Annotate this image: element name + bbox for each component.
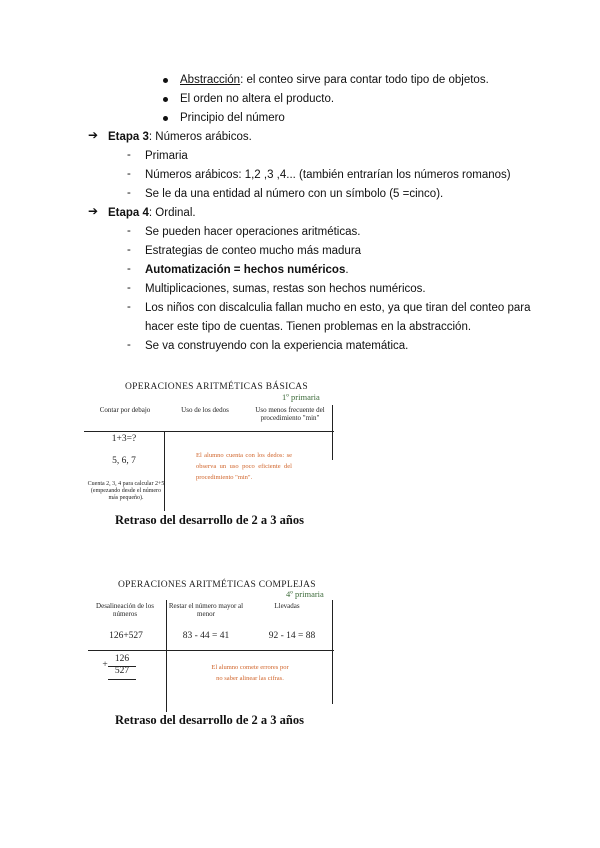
dash-icon: -	[127, 282, 131, 294]
table-header: Desalineación de los números	[96, 602, 154, 618]
etapa4-label: Etapa 4	[108, 207, 149, 219]
table-rule	[332, 405, 333, 460]
dash-icon: -	[127, 339, 131, 351]
table-header: Llevadas	[274, 602, 300, 610]
table-cell-orange: El alumno cuenta con los dedos: se observa un uso poco eficiente del procedimiento "min".	[196, 452, 292, 481]
etapa4-item: Multiplicaciones, sumas, restas son hechos numéricos.	[145, 283, 426, 295]
automatizacion-text: Automatización = hechos numéricos	[145, 264, 346, 276]
etapa4-item: Los niños con discalculia fallan mucho en esto, ya que tiran del conteo para	[145, 302, 531, 314]
figure-grade: 4º primaria	[286, 589, 324, 599]
etapa4-item-bold: Automatización = hechos numéricos.	[145, 264, 349, 276]
arrow-icon: ➔	[88, 128, 99, 142]
bullet-text: : el conteo sirve para contar todo tipo de objetos.	[240, 74, 489, 86]
etapa4-title: : Ordinal.	[148, 207, 196, 219]
etapa3-item: Se le da una entidad al número con un símbolo (5 =cinco).	[145, 188, 444, 200]
table-rule	[332, 600, 333, 704]
etapa3-item: Primaria	[145, 150, 188, 162]
table-rule	[166, 600, 167, 712]
etapa3-label: Etapa 3	[108, 131, 149, 143]
figure-caption: Retraso del desarrollo de 2 a 3 años	[115, 513, 304, 527]
etapa4-item: Estrategias de conteo mucho más madura	[145, 245, 362, 257]
etapa4-heading	[108, 206, 196, 220]
dash-icon: -	[127, 225, 131, 237]
dash-icon: -	[127, 149, 131, 161]
etapa3-title: : Números arábicos.	[148, 131, 252, 143]
minus-sign: +	[102, 660, 108, 670]
table-cell: 83 - 44 = 41	[182, 631, 230, 641]
table-rule	[84, 431, 334, 432]
table-cell: 92 - 14 = 88	[268, 631, 316, 641]
bullet-abstraccion	[180, 73, 489, 87]
dash-icon: -	[127, 168, 131, 180]
table-cell: 126	[114, 654, 130, 664]
term-abstraccion: Abstracción	[180, 74, 241, 86]
table-header: Restar el número mayor al menor	[168, 602, 244, 618]
table-header: Contar por debajo	[99, 406, 151, 414]
dash-icon: -	[127, 244, 131, 256]
arrow-icon: ➔	[88, 204, 99, 218]
bullet-text: El orden no altera el producto.	[180, 93, 335, 105]
dash-icon: -	[127, 187, 131, 199]
table-cell: 1+3=?	[111, 434, 137, 444]
etapa4-item: Se pueden hacer operaciones aritméticas.	[145, 226, 361, 238]
etapa3-item: Números arábicos: 1,2 ,3 ,4... (también entrarían los números romanos)	[145, 169, 511, 181]
bullet-principio	[180, 111, 285, 125]
figure-caption: Retraso del desarrollo de 2 a 3 años	[115, 713, 304, 727]
table-cell: 527	[114, 666, 130, 676]
sum-rule	[108, 679, 136, 680]
table-cell-note: Cuenta 2, 3, 4 para calcular 2+5 (empezando desde el número más pequeño).	[87, 481, 165, 501]
table-cell: 5, 6, 7	[112, 456, 136, 466]
etapa4-item-cont: hacer este tipo de cuentas. Tienen problemas en la abstracción.	[145, 321, 472, 333]
table-header: Uso menos frecuente del procedimiento "min"	[255, 406, 325, 422]
table-cell-orange: El alumno comete errores por no saber alinear las cifras.	[211, 664, 289, 682]
dash-icon: -	[127, 301, 131, 313]
figure-title: OPERACIONES ARITMÉTICAS BÁSICAS	[125, 382, 308, 392]
figure-title: OPERACIONES ARITMÉTICAS COMPLEJAS	[118, 580, 316, 590]
dash-icon: -	[127, 263, 131, 275]
etapa3-heading	[108, 130, 252, 144]
table-cell: 126+527	[109, 631, 143, 641]
bullet-text: Principio del número	[180, 112, 285, 124]
etapa4-item: Se va construyendo con la experiencia matemática.	[145, 340, 409, 352]
table-rule	[88, 650, 334, 651]
figure-grade: 1º primaria	[282, 392, 320, 402]
bullet-orden	[180, 92, 334, 106]
table-header: Uso de los dedos	[181, 406, 229, 414]
